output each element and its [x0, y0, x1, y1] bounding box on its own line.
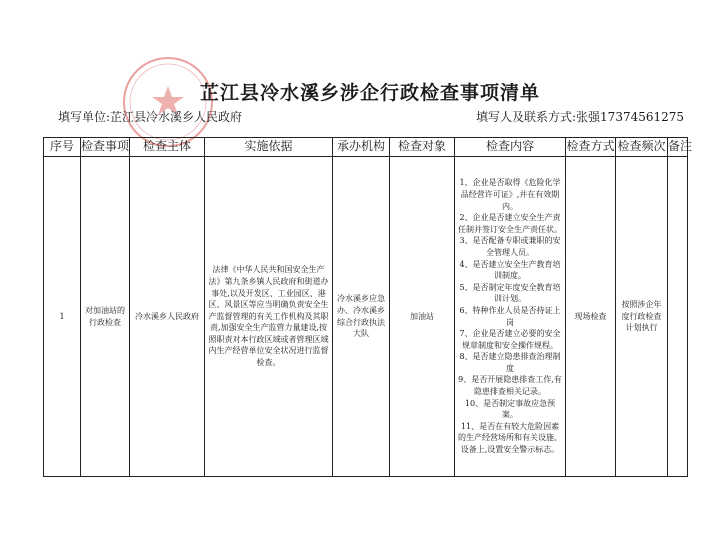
- content-item: 3、是否配备专职或兼职的安全管理人员。: [459, 236, 561, 257]
- cell-frequency: 按照涉企年度行政检查计划执行: [616, 157, 668, 477]
- header-subject: 检查主体: [130, 138, 205, 157]
- content-item: 6、特种作业人员是否持证上岗: [459, 305, 561, 327]
- document-title: 芷江县冷水溪乡涉企行政检查事项清单: [199, 82, 540, 104]
- header-method: 检查方式: [566, 138, 616, 157]
- cell-item: 对加油站的行政检查: [81, 157, 130, 477]
- header-frequency: 检查频次: [616, 138, 668, 157]
- header-item: 检查事项: [81, 138, 130, 157]
- inspection-table: [43, 137, 693, 477]
- content-item: 7、企业是否建立必要的安全规章制度和安全操作规程。: [459, 329, 561, 350]
- content-item: 9、是否开展隐患排查工作,有隐患排查相关记录。: [458, 375, 562, 397]
- content-item: 8、是否建立隐患排查治理制度: [459, 352, 561, 373]
- header-content: 检查内容: [455, 138, 566, 157]
- cell-target: 加油站: [390, 157, 455, 477]
- header-basis: 实施依据: [205, 138, 333, 157]
- cell-no: 1: [44, 157, 81, 477]
- content-item: 10、是否制定事故应急预案。: [464, 398, 556, 420]
- header-remark: 备注: [668, 138, 688, 157]
- content-item: 11、是否在有较大危险因素的生产经营场所和有关设施、设备上,设置安全警示标志。: [458, 421, 562, 455]
- content-item: 2、企业是否建立安全生产责任制并签订安全生产责任状。: [458, 213, 562, 234]
- fill-unit: 填写单位:芷江县冷水溪乡人民政府: [58, 110, 243, 124]
- header-target: 检查对象: [390, 138, 455, 157]
- cell-method: 现场检查: [566, 157, 616, 477]
- table-header-row: [44, 138, 688, 157]
- header-no: 序号: [44, 138, 81, 157]
- cell-subject: 冷水溪乡人民政府: [130, 157, 205, 477]
- cell-remark: [668, 157, 688, 477]
- cell-agency: 冷水溪乡应急办、冷水溪乡综合行政执法大队: [333, 157, 390, 477]
- content-item: 4、是否建立安全生产教育培训制度。: [459, 259, 561, 281]
- header-agency: 承办机构: [333, 138, 390, 157]
- cell-basis: 法律《中华人民共和国安全生产法》第九条乡镇人民政府和街道办事处,以及开发区、工业园区、港区、风景区等应当明确负责安全生产监督管理的有关工作机构及其职责,加强安全生产监管力量建设,按照职责对本行政区域或者管理区域内生产经营单位安全状况进行监督检查。: [205, 157, 333, 477]
- contact-info: 填写人及联系方式:张强17374561275: [476, 110, 685, 124]
- cell-content: [455, 157, 566, 477]
- table-row: [44, 157, 688, 477]
- content-item: 1、企业是否取得《危险化学品经营许可证》,并在有效期内。: [459, 178, 561, 211]
- content-item: 5、是否制定年度安全教育培训计划。: [459, 282, 561, 304]
